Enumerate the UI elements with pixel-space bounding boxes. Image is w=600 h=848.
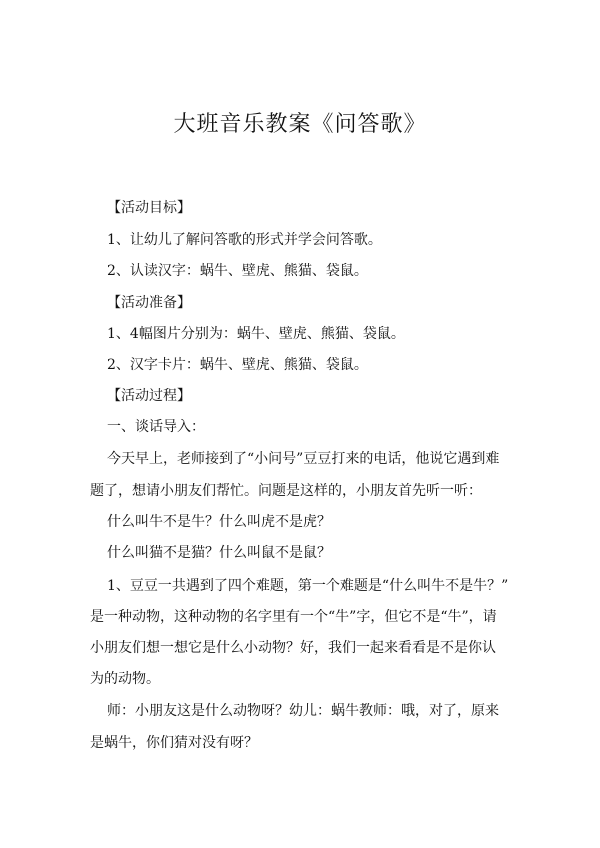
paragraph-line: 今天早上，老师接到了“小问号”豆豆打来的电话，他说它遇到难 bbox=[107, 451, 500, 467]
paragraph-line: 什么叫猫不是猫？什么叫鼠不是鼠？ bbox=[107, 545, 331, 561]
paragraph-line: 1、豆豆一共遇到了四个难题，第一个难题是“什么叫牛不是牛？” bbox=[107, 578, 509, 594]
section-heading-goals: 【活动目标】 bbox=[107, 200, 191, 216]
paragraph-line: 1、4幅图片分别为：蜗牛、壁虎、熊猫、袋鼠。 bbox=[107, 326, 405, 342]
paragraph-line: 小朋友们想一想它是什么小动物？好，我们一起来看看是不是你认 bbox=[90, 640, 496, 656]
paragraph-line: 是蜗牛，你们猜对没有呀？ bbox=[90, 735, 258, 751]
paragraph-line: 2、认读汉字：蜗牛、壁虎、熊猫、袋鼠。 bbox=[107, 263, 368, 279]
paragraph-line: 师：小朋友这是什么动物呀？幼儿：蜗牛教师：哦，对了，原来 bbox=[107, 703, 499, 719]
paragraph-line: 1、让幼儿了解问答歌的形式并学会问答歌。 bbox=[107, 232, 382, 248]
paragraph-line: 是一种动物，这种动物的名字里有一个“牛”字，但它不是“牛”，请 bbox=[90, 609, 497, 625]
paragraph-line: 一、谈话导入： bbox=[107, 419, 205, 435]
section-heading-preparation: 【活动准备】 bbox=[107, 295, 191, 311]
paragraph-line: 为的动物。 bbox=[90, 671, 160, 687]
section-heading-process: 【活动过程】 bbox=[107, 388, 191, 404]
document-title: 大班音乐教案《问答歌》 bbox=[173, 112, 427, 137]
paragraph-line: 什么叫牛不是牛？什么叫虎不是虎？ bbox=[107, 514, 331, 530]
paragraph-line: 题了，想请小朋友们帮忙。问题是这样的，小朋友首先听一听： bbox=[90, 483, 482, 499]
paragraph-line: 2、汉字卡片：蜗牛、壁虎、熊猫、袋鼠。 bbox=[107, 357, 368, 373]
